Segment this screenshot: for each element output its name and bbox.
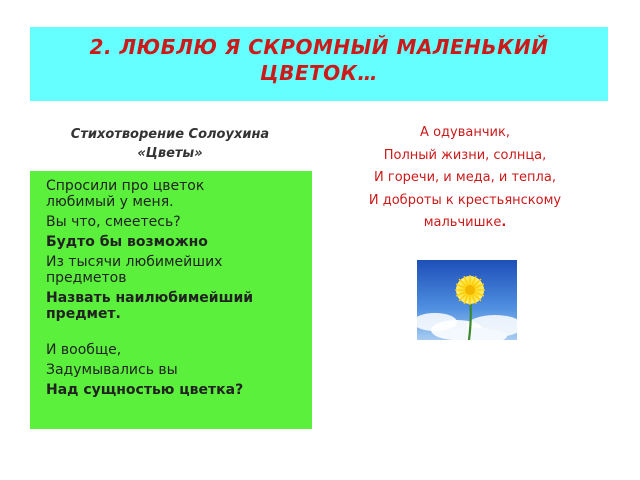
poem-line: Полный жизни, солнца, (383, 147, 547, 163)
poem-end-punctuation: . (501, 215, 507, 230)
poem-line: Будто бы возможно (46, 234, 208, 250)
slide-title-line-2: ЦВЕТОК… (260, 61, 378, 85)
poem-line: Из тысячи любимейших предметов (46, 254, 223, 286)
poem-line: Над сущностью цветка? (46, 382, 244, 398)
poem-line: А одуванчик, (420, 125, 510, 140)
poem-subtitle-line-2: «Цветы» (137, 146, 203, 161)
poem-line: Назвать наилюбимейший предмет. (46, 290, 254, 322)
poem-line: И горечи, и меда, и тепла, (374, 170, 556, 185)
dandelion-photo (417, 260, 517, 340)
poem-line: И вообще, (46, 342, 122, 358)
dandelion-image (417, 260, 517, 340)
poem-line: Задумывались вы (46, 362, 178, 378)
poem-line: Вы что, смеетесь? (46, 214, 181, 230)
stanza-gap (46, 326, 312, 342)
dandelion-poem (340, 122, 590, 235)
poem-subtitle-line-1: Стихотворение Солоухина (70, 127, 270, 142)
poem-line: Спросили про цветок любимый у меня. (46, 178, 205, 210)
slide-title (30, 34, 608, 86)
poem-subtitle (45, 125, 295, 163)
poem-box (30, 171, 312, 429)
poem-line: мальчишке (423, 215, 502, 230)
slide-title-line-1: 2. ЛЮБЛЮ Я СКРОМНЫЙ МАЛЕНЬКИЙ (89, 35, 549, 59)
poem-line-last (340, 212, 590, 235)
poem-line: И доброты к крестьянскому (368, 192, 562, 208)
